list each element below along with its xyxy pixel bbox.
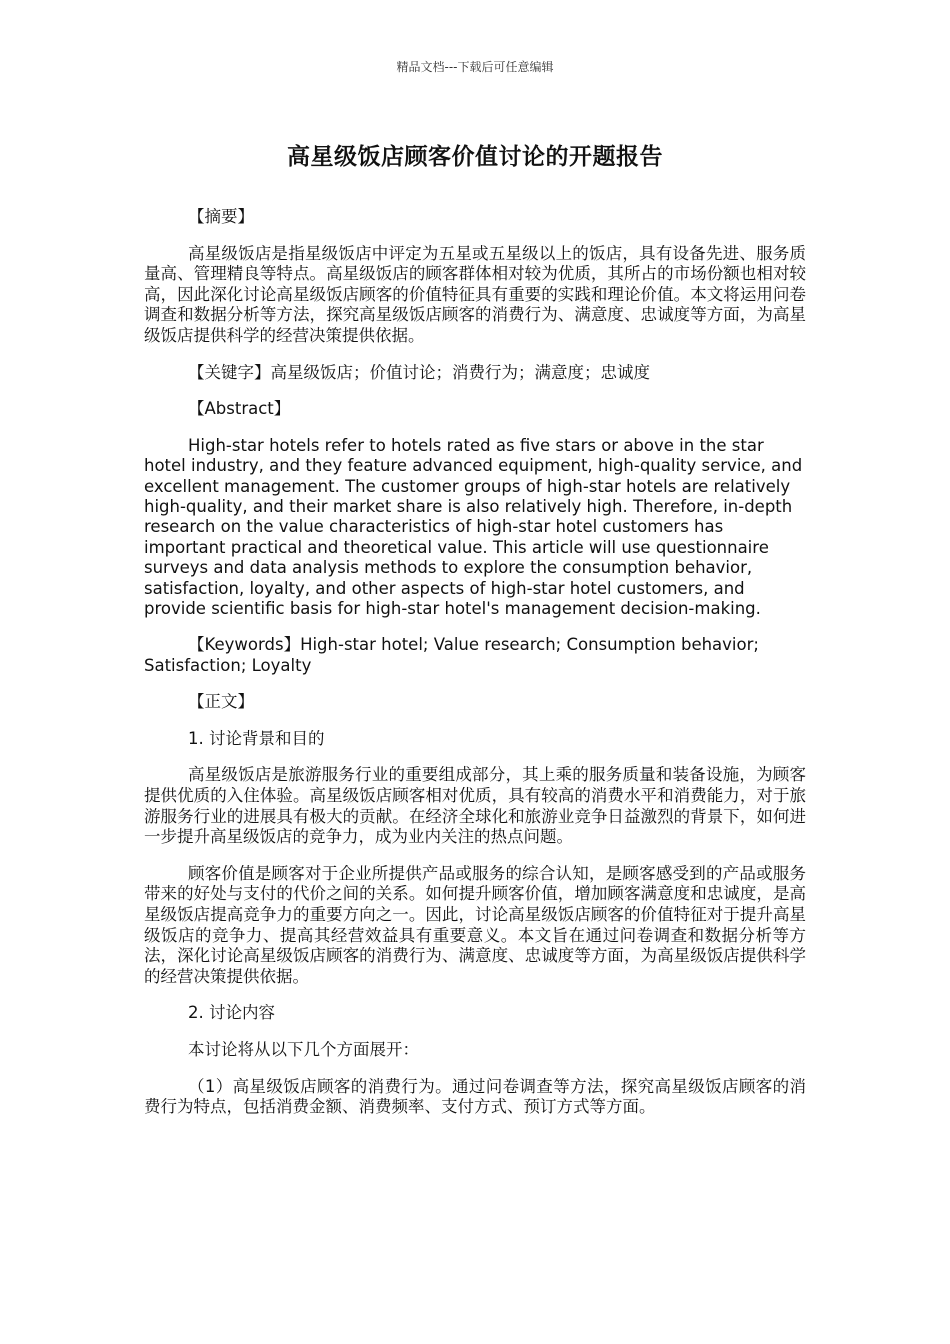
section-2-intro: 本讨论将从以下几个方面展开：: [188, 1039, 419, 1059]
abstract-english-paragraph: High-star hotels refer to hotels rated as five stars or above in the star hotel industry, and they feature advanced equipment, high-quality service, and excellent management. The customer groups of high-star hotels are relatively high-quality, and their market share is also relatively high. Therefore, in-depth research on the value characteristics of high-star hotel customers has important practical and theoretical value. This article will use questionnaire surveys and data analysis methods to explore the consumption behavior, satisfaction, loyalty, and other aspects of high-star hotel customers, and provide scientific basis for high-star hotel's management decision-making.: [144, 435, 803, 618]
keywords-chinese: 【关键字】高星级饭店；价值讨论；消费行为；满意度；忠诚度: [188, 362, 650, 382]
section-1-paragraph-2: 顾客价值是顾客对于企业所提供产品或服务的综合认知，是顾客感受到的产品或服务带来的好处与支付的代价之间的关系。如何提升顾客价值，增加顾客满意度和忠诚度，是高星级饭店提高竞争力的重要方向之一。因此，讨论高星级饭店顾客的价值特征对于提升高星级饭店的竞争力、提高其经营效益具有重要意义。本文旨在通过问卷调查和数据分析等方法，深化讨论高星级饭店顾客的消费行为、满意度、忠诚度等方面，为高星级饭店提供科学的经营决策提供依据。: [144, 863, 806, 986]
abstract-english-heading: 【Abstract】: [188, 399, 291, 419]
section-1-paragraph-1: 高星级饭店是旅游服务行业的重要组成部分，其上乘的服务质量和装备设施，为顾客提供优质的入住体验。高星级饭店顾客相对优质，具有较高的消费水平和消费能力，对于旅游服务行业的进展具有极大的贡献。在经济全球化和旅游业竞争日益激烈的背景下，如何进一步提升高星级饭店的竞争力，成为业内关注的热点问题。: [144, 765, 806, 847]
body-heading: 【正文】: [188, 692, 254, 712]
abstract-paragraph: 高星级饭店是指星级饭店中评定为五星或五星级以上的饭店，具有设备先进、服务质量高、管理精良等特点。高星级饭店的顾客群体相对较为优质，其所占的市场份额也相对较高，因此深化讨论高星级饭店顾客的价值特征具有重要的实践和理论价值。本文将运用问卷调查和数据分析等方法，探究高星级饭店顾客的消费行为、满意度、忠诚度等方面，为高星级饭店提供科学的经营决策提供依据。: [144, 243, 806, 345]
section-2-heading: 2. 讨论内容: [188, 1003, 275, 1023]
abstract-heading: 【摘要】: [188, 207, 254, 226]
keywords-english: 【Keywords】High-star hotel; Value research; Consumption behavior; Satisfaction; Loyalty: [144, 635, 759, 675]
section-2-item-1: （1）高星级饭店顾客的消费行为。通过问卷调查等方法，探究高星级饭店顾客的消费行为特点，包括消费金额、消费频率、支付方式、预订方式等方面。: [144, 1076, 806, 1117]
document-title: 高星级饭店顾客价值讨论的开题报告: [287, 144, 663, 170]
document-body: [144, 207, 806, 1134]
section-1-heading: 1. 讨论背景和目的: [188, 728, 325, 748]
page-header-note: 精品文档---下载后可任意编辑: [396, 60, 554, 74]
